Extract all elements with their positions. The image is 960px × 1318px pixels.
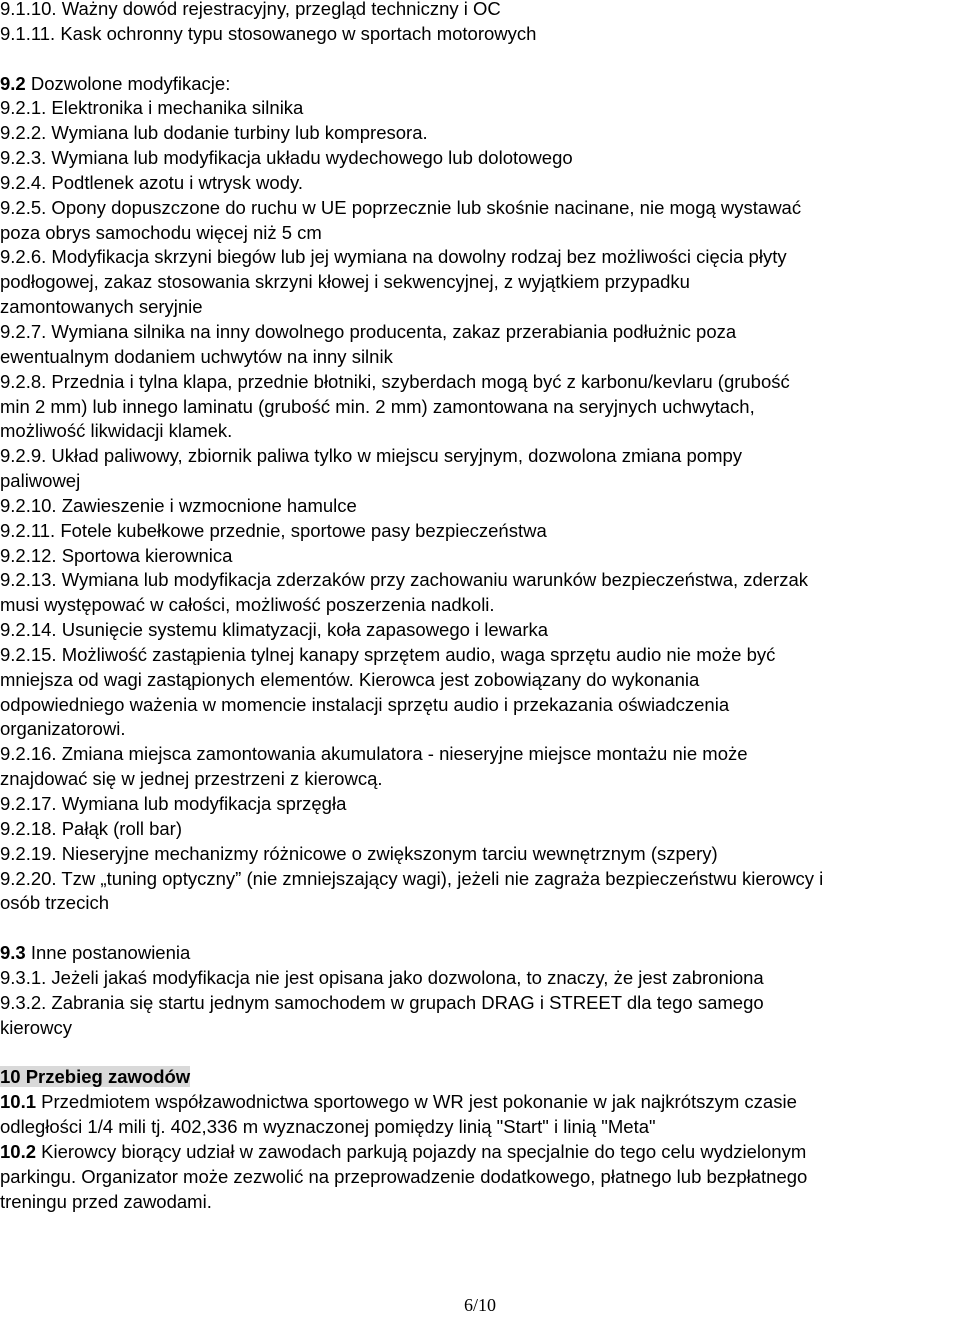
text-line: 9.2.10. Zawieszenie i wzmocnione hamulce: [0, 494, 357, 516]
text-line: min 2 mm) lub innego laminatu (grubość min. 2 mm) zamontowana na seryjnych uchwytach,: [0, 395, 755, 417]
text-line: kierowcy: [0, 1016, 72, 1038]
text-line: 9.2.3. Wymiana lub modyfikacja układu wydechowego lub dolotowego: [0, 147, 573, 169]
text-line: 9.2.9. Układ paliwowy, zbiornik paliwa tylko w miejscu seryjnym, dozwolona zmiana pompy: [0, 445, 743, 467]
spacer: [0, 1040, 958, 1065]
spacer: [0, 916, 958, 941]
text-line: mniejsza od wagi zastąpionych elementów. Kierowca jest zobowiązany do wykonania: [0, 668, 700, 690]
text-line: 9.1.10. Ważny dowód rejestracyjny, przegląd techniczny i OC: [0, 0, 501, 19]
text-line: 9.2.12. Sportowa kierownica: [0, 544, 233, 566]
section-number: 9.2: [0, 72, 26, 94]
text-line: 9.2.6. Modyfikacja skrzyni biegów lub jej wymiana na dowolny rodzaj bez możliwości cięcia płyty: [0, 246, 787, 268]
text-line: 9.2.2. Wymiana lub dodanie turbiny lub kompresora.: [0, 122, 428, 144]
text-line: podłogowej, zakaz stosowania skrzyni kłowej i sekwencyjnej, z wyjątkiem przypadku: [0, 271, 690, 293]
text-line: 9.2.18. Pałąk (roll bar): [0, 817, 183, 839]
paragraph-number: 10.2: [0, 1140, 37, 1162]
text-line: 9.2.5. Opony dopuszczone do ruchu w UE poprzecznie lub skośnie nacinane, nie mogą wystawać: [0, 196, 802, 218]
text-line: znajdować się w jednej przestrzeni z kierowcą.: [0, 768, 383, 790]
text-line: parkingu. Organizator może zezwolić na przeprowadzenie dodatkowego, płatnego lub bezpłatnego: [0, 1165, 808, 1187]
paragraph-10-2-line: [0, 1140, 958, 1165]
text-line: 9.2.20. Tzw „tuning optyczny” (nie zmniejszający wagi), jeżeli nie zagraża bezpieczeństwu kierowcy i: [0, 867, 824, 889]
spacer: [0, 47, 958, 72]
text-line: 9.2.1. Elektronika i mechanika silnika: [0, 97, 304, 119]
text-line: ewentualnym dodaniem uchwytów na inny silnik: [0, 345, 393, 367]
text-line: zamontowanych seryjnie: [0, 296, 203, 318]
text-line: treningu przed zawodami.: [0, 1190, 212, 1212]
text-line: 9.2.16. Zmiana miejsca zamontowania akumulatora - nieseryjne miejsce montażu nie może: [0, 743, 748, 765]
paragraph-number: 10.1: [0, 1091, 37, 1113]
text-line: odległości 1/4 mili tj. 402,336 m wyznaczonej pomiędzy linią "Start" i linią "Meta": [0, 1115, 656, 1137]
text-line: 9.2.8. Przednia i tylna klapa, przednie błotniki, szyberdach mogą być z karbonu/kevlaru (grubość: [0, 370, 790, 392]
section-title: Inne postanowienia: [25, 942, 191, 964]
text-line: organizatorowi.: [0, 718, 126, 740]
section-heading-10: [0, 1065, 958, 1090]
text-line: paliwowej: [0, 470, 81, 492]
text-line: 9.2.11. Fotele kubełkowe przednie, sportowe pasy bezpieczeństwa: [0, 519, 547, 541]
section-heading-9-2: [0, 72, 958, 97]
text-line: 9.2.4. Podtlenek azotu i wtrysk wody.: [0, 171, 304, 193]
text-line: odpowiedniego ważenia w momencie instalacji sprzętu audio i przekazania oświadczenia: [0, 693, 730, 715]
text-line: 9.2.15. Możliwość zastąpienia tylnej kanapy sprzętem audio, waga sprzętu audio nie może być: [0, 643, 776, 665]
text-line: 9.3.1. Jeżeli jakaś modyfikacja nie jest opisana jako dozwolona, to znaczy, że jest zabroniona: [0, 966, 764, 988]
text-line: 9.2.7. Wymiana silnika na inny dowolnego producenta, zakaz przerabiania podłużnic poza: [0, 320, 737, 342]
section-number: 9.3: [0, 942, 26, 964]
text-line: 9.2.17. Wymiana lub modyfikacja sprzęgła: [0, 793, 347, 814]
paragraph-text: Kierowcy biorący udział w zawodach parkują pojazdy na specjalnie do tego celu wydzielonym: [36, 1140, 807, 1162]
text-line: 9.1.11. Kask ochronny typu stosowanego w sportach motorowych: [0, 22, 537, 44]
section-heading-9-3: [0, 941, 958, 966]
text-line: 9.2.14. Usunięcie systemu klimatyzacji, koła zapasowego i lewarka: [0, 619, 549, 641]
page-number: 6/10: [463, 1295, 496, 1315]
paragraph-text: Przedmiotem współzawodnictwa sportowego w WR jest pokonanie w jak najkrótszym czasie: [36, 1091, 797, 1113]
text-line: możliwość likwidacji klamek.: [0, 420, 233, 442]
paragraph-10-1-line: [0, 1090, 958, 1115]
highlighted-heading: 10 Przebieg zawodów: [0, 1066, 191, 1088]
text-line: 9.2.13. Wymiana lub modyfikacja zderzaków przy zachowaniu warunków bezpieczeństwa, zderzak: [0, 569, 809, 591]
text-line: poza obrys samochodu więcej niż 5 cm: [0, 221, 322, 243]
section-title: Dozwolone modyfikacje:: [25, 72, 231, 94]
text-line: 9.2.19. Nieseryjne mechanizmy różnicowe o zwiększonym tarciu wewnętrznym (szpery): [0, 842, 718, 864]
text-line: 9.3.2. Zabrania się startu jednym samochodem w grupach DRAG i STREET dla tego samego: [0, 991, 764, 1013]
text-line: osób trzecich: [0, 892, 109, 914]
text-line: musi występować w całości, możliwość poszerzenia nadkoli.: [0, 594, 495, 616]
